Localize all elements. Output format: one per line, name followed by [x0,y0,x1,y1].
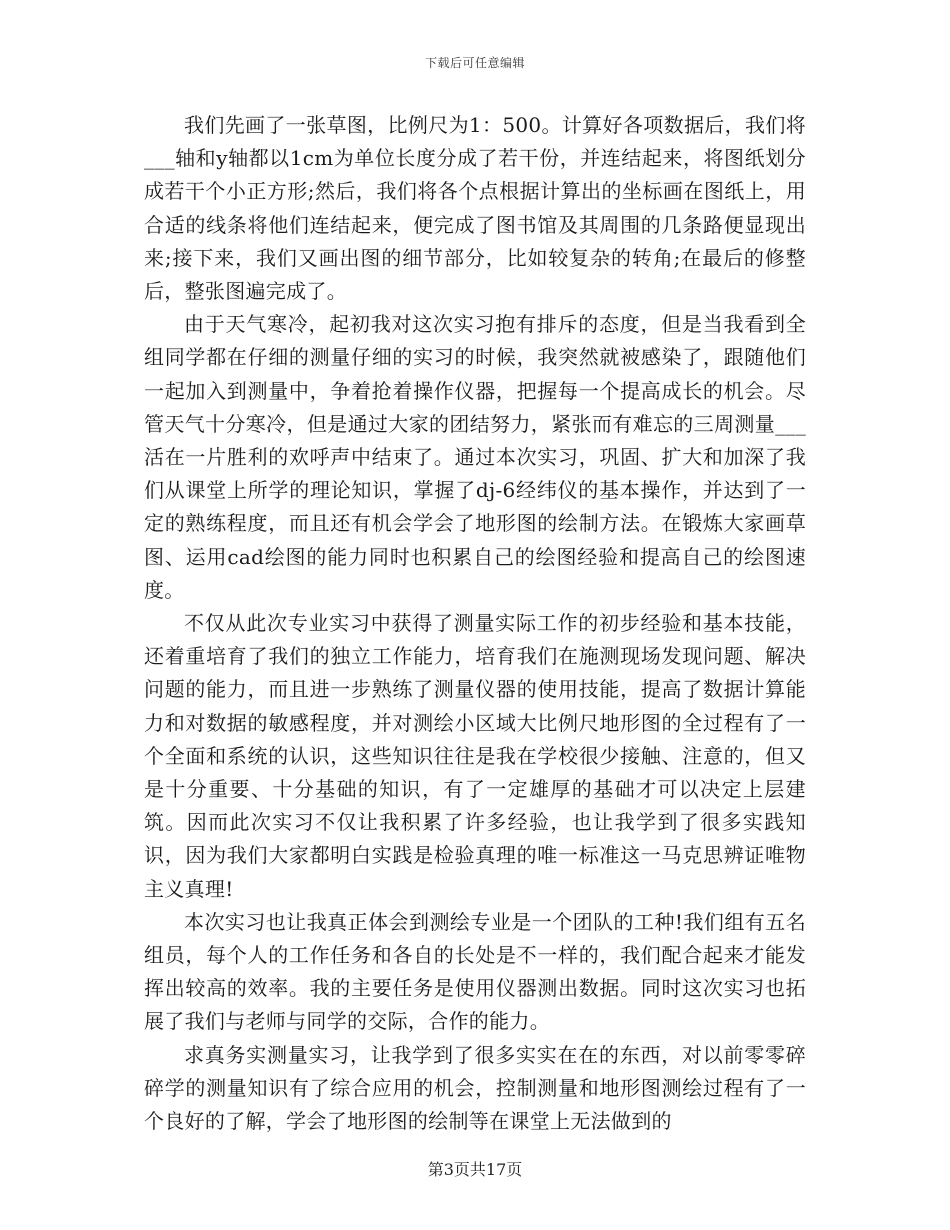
page-header: 下载后可任意编辑 [424,56,525,70]
paragraph-5: 求真务实测量实习，让我学到了很多实实在在的东西，对以前零零碎碎学的测量知识有了综合应用的机会，控制测量和地形图测绘过程有了一个良好的了解，学会了地形图的绘制等在课堂上无法做到的 [144,1042,806,1134]
page-number-footer: 第3页共17页 [427,1160,523,1179]
paragraph-3: 不仅从此次专业实习中获得了测量实际工作的初步经验和基本技能，还着重培育了我们的独立工作能力，培育我们在施测现场发现问题、解决问题的能力，而且进一步熟练了测量仪器的使用技能，提高了数据计算能力和对数据的敏感程度，并对测绘小区域大比例尺地形图的全过程有了一个全面和系统的认识，这些知识往往是我在学校很少接触、注意的，但又是十分重要、十分基础的知识，有了一定雄厚的基础才可以决定上层建筑。因而此次实习不仅让我积累了许多经验，也让我学到了很多实践知识，因为我们大家都明白实践是检验真理的唯一标准这一马克思辨证唯物主义真理! [144,611,806,901]
paragraph-4: 本次实习也让我真正体会到测绘专业是一个团队的工种!我们组有五名组员，每个人的工作任务和各自的长处是不一样的，我们配合起来才能发挥出较高的效率。我的主要任务是使用仪器测出数据。同时这次实习也拓展了我们与老师与同学的交际，合作的能力。 [144,909,806,1034]
document-body [144,109,806,1138]
paragraph-1: 我们先画了一张草图，比例尺为1：500。计算好各项数据后，我们将___轴和y轴都以1cm为单位长度分成了若干份，并连结起来，将图纸划分成若干个小正方形;然后，我们将各个点根据计算出的坐标画在图纸上，用合适的线条将他们连结起来，便完成了图书馆及其周围的几条路便显现出来;接下来，我们又画出图的细节部分，比如较复杂的转角;在最后的修整后，整张图遍完成了。 [144,113,806,304]
paragraph-2: 由于天气寒冷，起初我对这次实习抱有排斥的态度，但是当我看到全组同学都在仔细的测量仔细的实习的时候，我突然就被感染了，跟随他们一起加入到测量中，争着抢着操作仪器，把握每一个提高成长的机会。尽管天气十分寒冷，但是通过大家的团结努力，紧张而有难忘的三周测量___活在一片胜利的欢呼声中结束了。通过本次实习，巩固、扩大和加深了我们从课堂上所学的理论知识，掌握了dj-6经纬仪的基本操作，并达到了一定的熟练程度，而且还有机会学会了地形图的绘制方法。在锻炼大家画草图、运用cad绘图的能力同时也积累自己的绘图经验和提高自己的绘图速度。 [144,312,806,602]
